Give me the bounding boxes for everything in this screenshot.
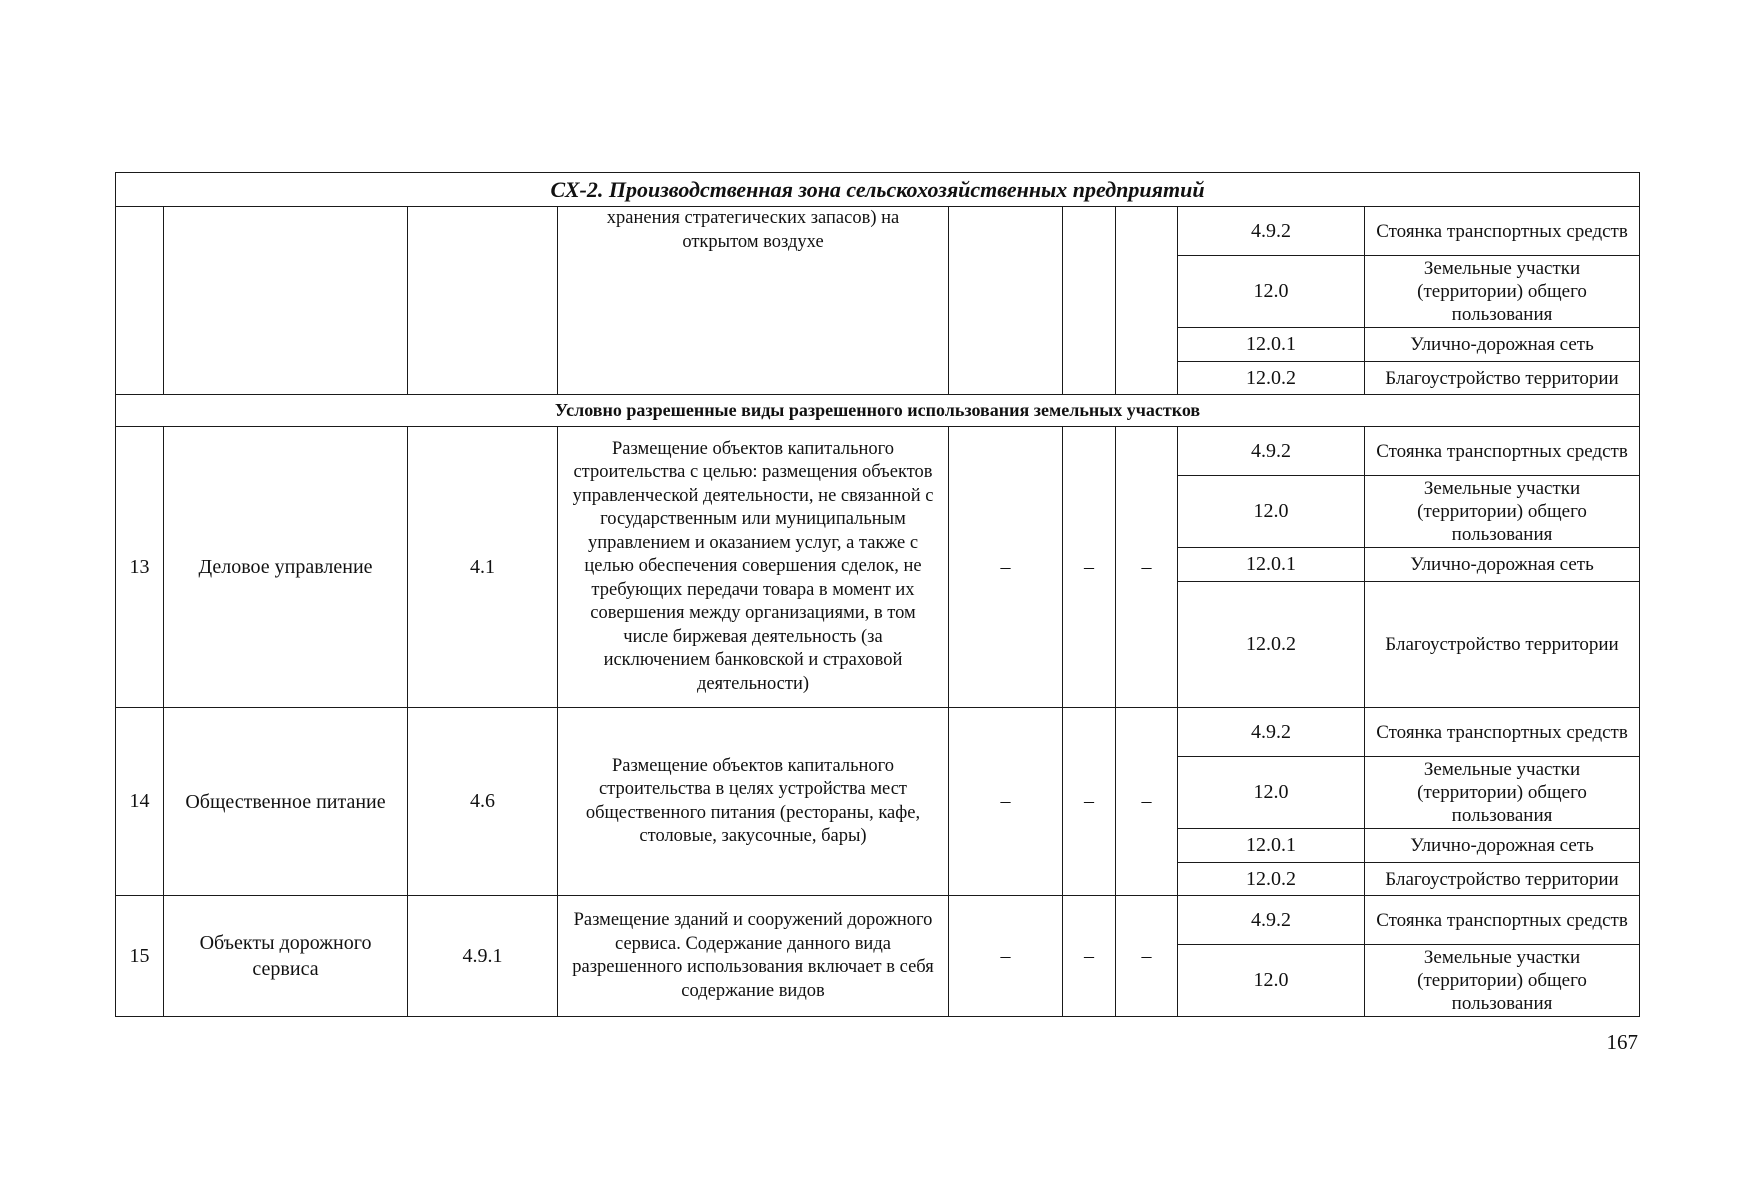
row-description: хранения стратегических запасов) на открытом воздухе bbox=[558, 207, 949, 395]
param-value: – bbox=[949, 427, 1063, 708]
param-value: – bbox=[949, 896, 1063, 1017]
aux-code: 4.9.2 bbox=[1178, 427, 1365, 476]
aux-name: Земельные участки (территории) общего пользования bbox=[1365, 476, 1640, 548]
row-code-cell bbox=[408, 207, 558, 395]
aux-name: Стоянка транспортных средств bbox=[1365, 896, 1640, 945]
row-name-cell bbox=[164, 207, 408, 395]
aux-name: Земельные участки (территории) общего пользования bbox=[1365, 945, 1640, 1017]
row-name: Объекты дорожного сервиса bbox=[164, 896, 408, 1017]
row-number-cell bbox=[116, 207, 164, 395]
table-row bbox=[116, 708, 1640, 757]
param-value: – bbox=[1063, 896, 1116, 1017]
param-value: – bbox=[1063, 708, 1116, 896]
aux-code: 12.0.1 bbox=[1178, 328, 1365, 362]
section-title-row bbox=[116, 395, 1640, 427]
aux-code: 12.0.2 bbox=[1178, 362, 1365, 395]
aux-code: 12.0 bbox=[1178, 757, 1365, 829]
param-cell bbox=[1116, 207, 1178, 395]
aux-name: Благоустройство территории bbox=[1365, 362, 1640, 395]
row-code: 4.1 bbox=[408, 427, 558, 708]
aux-name: Стоянка транспортных средств bbox=[1365, 427, 1640, 476]
param-value: – bbox=[1116, 427, 1178, 708]
aux-code: 12.0.1 bbox=[1178, 548, 1365, 582]
row-code: 4.6 bbox=[408, 708, 558, 896]
aux-name: Стоянка транспортных средств bbox=[1365, 708, 1640, 757]
land-use-table bbox=[115, 172, 1640, 1017]
aux-code: 12.0 bbox=[1178, 476, 1365, 548]
row-name: Деловое управление bbox=[164, 427, 408, 708]
aux-name: Благоустройство территории bbox=[1365, 582, 1640, 708]
param-value: – bbox=[1116, 896, 1178, 1017]
zone-title-row bbox=[116, 173, 1640, 207]
aux-code: 12.0.2 bbox=[1178, 863, 1365, 896]
row-description: Размещение зданий и сооружений дорожного сервиса. Содержание данного вида разрешенного использования включает в себя содержание видов bbox=[558, 896, 949, 1017]
param-value: – bbox=[1116, 708, 1178, 896]
aux-code: 12.0.1 bbox=[1178, 829, 1365, 863]
row-description: Размещение объектов капитального строительства в целях устройства мест общественного питания (рестораны, кафе, столовые, закусочные, бары) bbox=[558, 708, 949, 896]
aux-name: Улично-дорожная сеть bbox=[1365, 829, 1640, 863]
row-code: 4.9.1 bbox=[408, 896, 558, 1017]
table-row bbox=[116, 896, 1640, 945]
aux-code: 12.0 bbox=[1178, 256, 1365, 328]
page-number: 167 bbox=[1606, 1030, 1638, 1054]
param-cell bbox=[1063, 207, 1116, 395]
row-number: 13 bbox=[116, 427, 164, 708]
param-value: – bbox=[949, 708, 1063, 896]
aux-name: Благоустройство территории bbox=[1365, 863, 1640, 896]
aux-name: Улично-дорожная сеть bbox=[1365, 548, 1640, 582]
param-value: – bbox=[1063, 427, 1116, 708]
row-number: 15 bbox=[116, 896, 164, 1017]
aux-name: Земельные участки (территории) общего пользования bbox=[1365, 757, 1640, 829]
aux-name: Улично-дорожная сеть bbox=[1365, 328, 1640, 362]
zone-title: СХ-2. Производственная зона сельскохозяйственных предприятий bbox=[116, 173, 1640, 207]
aux-code: 4.9.2 bbox=[1178, 207, 1365, 256]
table-row bbox=[116, 427, 1640, 476]
aux-name: Стоянка транспортных средств bbox=[1365, 207, 1640, 256]
row-number: 14 bbox=[116, 708, 164, 896]
section-title: Условно разрешенные виды разрешенного использования земельных участков bbox=[116, 395, 1640, 427]
row-name: Общественное питание bbox=[164, 708, 408, 896]
table-row bbox=[116, 207, 1640, 256]
param-cell bbox=[949, 207, 1063, 395]
aux-name: Земельные участки (территории) общего пользования bbox=[1365, 256, 1640, 328]
row-description: Размещение объектов капитального строительства с целью: размещения объектов управленческой деятельности, не связанной с государственным или муниципальным управлением и оказанием услуг, а также с целью обеспечения совершения сделок, не требующих передачи товара в момент их совершения между организациями, в том числе биржевая деятельность (за исключением банковской и страховой деятельности) bbox=[558, 427, 949, 708]
aux-code: 4.9.2 bbox=[1178, 896, 1365, 945]
aux-code: 4.9.2 bbox=[1178, 708, 1365, 757]
aux-code: 12.0 bbox=[1178, 945, 1365, 1017]
aux-code: 12.0.2 bbox=[1178, 582, 1365, 708]
